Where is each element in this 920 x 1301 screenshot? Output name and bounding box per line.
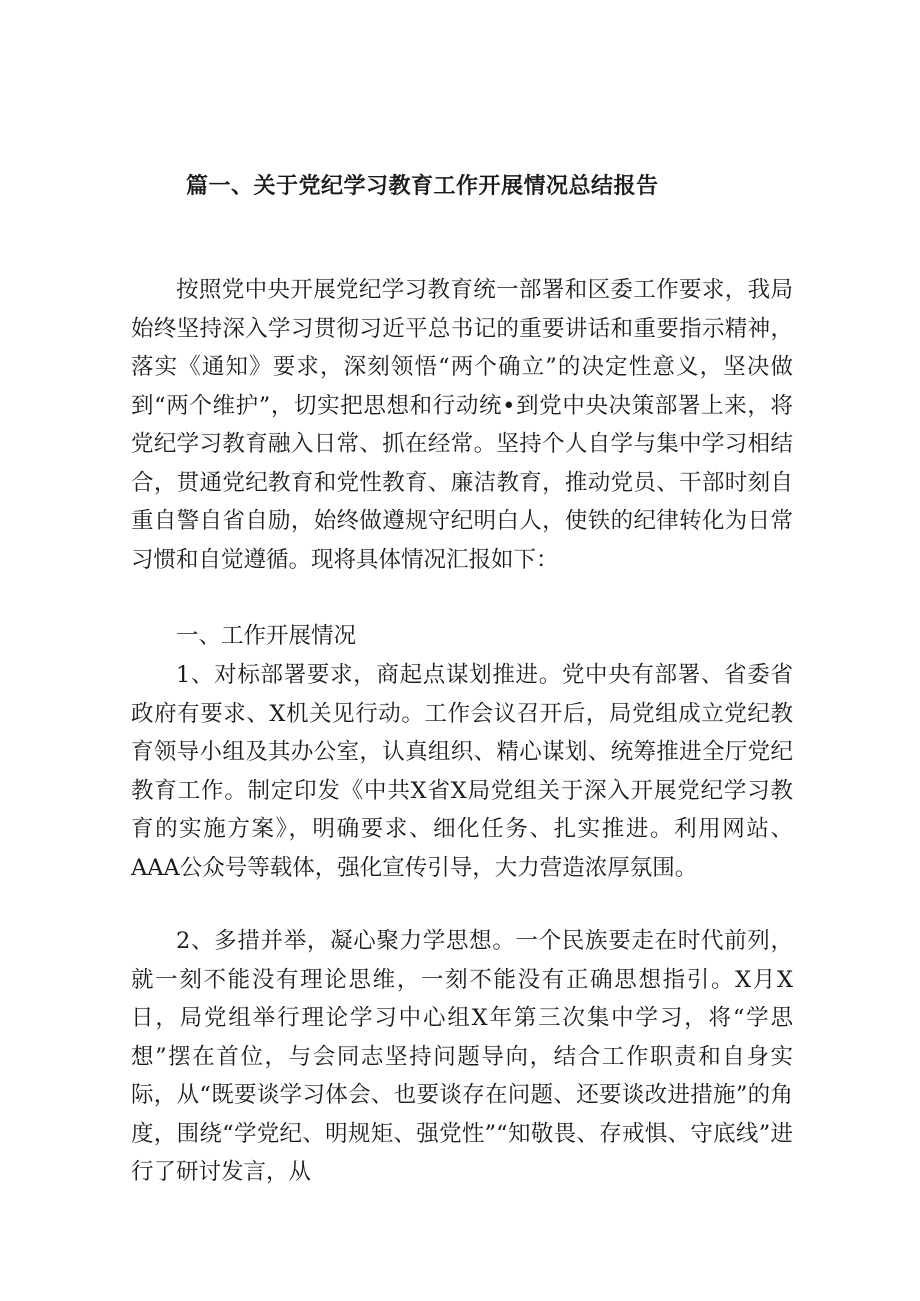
document-title: 篇一、关于党纪学习教育工作开展情况总结报告 xyxy=(186,173,659,199)
body-paragraph-2: 2、多措并举，凝心聚力学思想。一个民族要走在时代前列，就一刻不能没有理论思维，一刻不能没有正确思想指引。X月X日，局党组举行理论学习中心组X年第三次集中学习，将“学思想”摆在首位，与会同志坚持问题导向，结合工作职责和自身实际，从“既要谈学习体会、也要谈存在问题、还要谈改进措施”的角度，围绕“学党纪、明规矩、强党性”“知敬畏、存戒惧、守底线”进行了研讨发言，从 xyxy=(131,928,793,1185)
section-heading: 一、工作开展情况 xyxy=(176,623,357,649)
intro-paragraph: 按照党中央开展党纪学习教育统一部署和区委工作要求，我局始终坚持深入学习贯彻习近平总书记的重要讲话和重要指示精神，落实《通知》要求，深刻领悟“两个确立”的决定性意义，坚决做到“两个维护”，切实把思想和行动统•到党中央决策部署上来，将党纪学习教育融入日常、抓在经常。坚持个人自学与集中学习相结合，贯通党纪教育和党性教育、廉洁教育，推动党员、干部时刻自重自警自省自励，始终做遵规守纪明白人，使铁的纪律转化为日常习惯和自觉遵循。现将具体情况汇报如下： xyxy=(131,277,793,573)
body-paragraph-1: 1、对标部署要求，商起点谋划推进。党中央有部署、省委省政府有要求、X机关见行动。工作会议召开后，局党组成立党纪教育领导小组及其办公室，认真组织、精心谋划、统筹推进全厅党纪教育工作。制定印发《中共X省X局党组关于深入开展党纪学习教育的实施方案》，明确要求、细化任务、扎实推进。利用网站、AAA公众号等载体，强化宣传引导，大力营造浓厚氛围。 xyxy=(131,662,793,881)
